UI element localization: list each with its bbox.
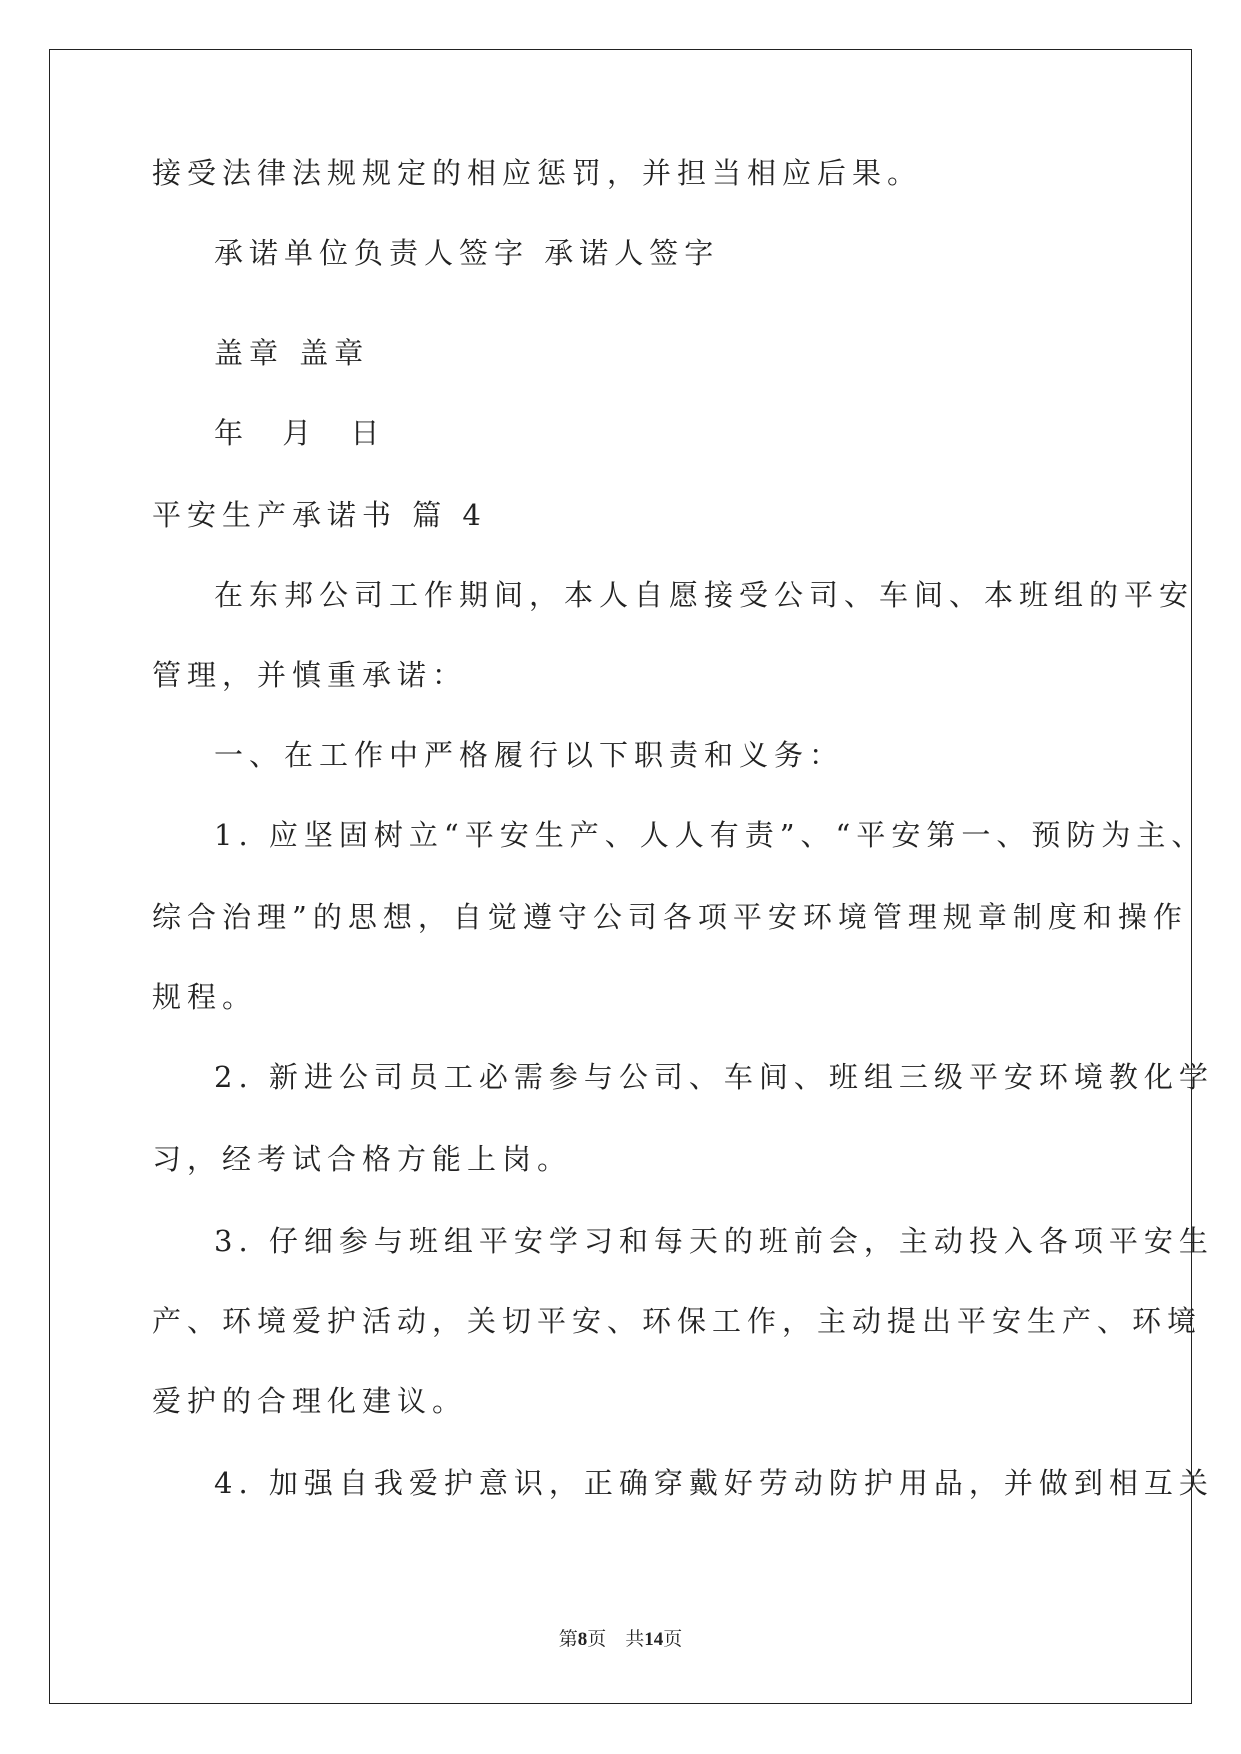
body-line-2: 在东邦公司工作期间，本人自愿接受公司、车间、本班组的平安 (214, 578, 1195, 612)
total-pages-number: 14 (644, 1629, 664, 1650)
page-border (49, 49, 1195, 1704)
item-1-line-3: 规程。 (152, 980, 258, 1014)
footer-page-suffix: 页 (587, 1629, 607, 1650)
item-2-line-2: 习，经考试合格方能上岗。 (152, 1142, 573, 1176)
item-1-line-1: 1. 应坚固树立“平安生产、人人有责”、“平安第一、预防为主、 (214, 818, 1207, 852)
body-line-1: 接受法律法规规定的相应惩罚，并担当相应后果。 (152, 156, 923, 190)
footer-prefix: 第 (558, 1629, 578, 1650)
item-2-line-1: 2. 新进公司员工必需参与公司、车间、班组三级平安环境教化学 (214, 1060, 1214, 1094)
item-1-line-2: 综合治理”的思想，自觉遵守公司各项平安环境管理规章制度和操作 (152, 900, 1188, 934)
section-heading: 平安生产承诺书 篇 4 (152, 498, 487, 532)
page-footer (0, 1627, 1241, 1653)
signature-line: 承诺单位负责人签字 承诺人签字 (214, 236, 720, 270)
body-line-3: 管理，并慎重承诺： (152, 658, 468, 692)
current-page-number: 8 (577, 1629, 588, 1650)
item-4-line-1: 4. 加强自我爱护意识，正确穿戴好劳动防护用品，并做到相互关 (214, 1466, 1214, 1500)
item-3-line-1: 3. 仔细参与班组平安学习和每天的班前会，主动投入各项平安生 (214, 1224, 1214, 1258)
date-line: 年 月 日 (214, 416, 386, 450)
footer-total-suffix: 页 (663, 1629, 683, 1650)
footer-total-prefix: 共 (625, 1629, 645, 1650)
item-3-line-2: 产、环境爱护活动，关切平安、环保工作，主动提出平安生产、环境 (152, 1304, 1203, 1338)
body-line-4: 一、在工作中严格履行以下职责和义务： (214, 738, 845, 772)
item-3-line-3: 爱护的合理化建议。 (152, 1384, 468, 1418)
seal-line: 盖章 盖章 (214, 336, 370, 370)
